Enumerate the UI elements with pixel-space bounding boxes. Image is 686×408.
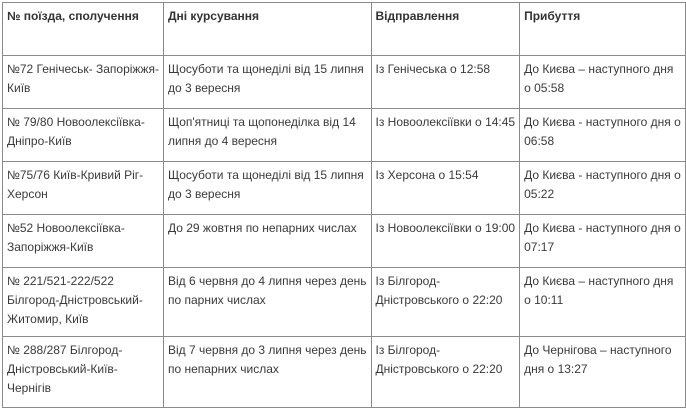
header-train: № поїзда, сполучення <box>3 3 164 56</box>
arrival-cell: До Києва - наступного дня о 05:22 <box>520 162 686 215</box>
header-departure: Відправлення <box>371 3 520 56</box>
arrival-cell: До Києва – наступного дня о 10:11 <box>520 268 686 337</box>
departure-cell: Із Новоолексіївки о 14:45 <box>371 109 520 162</box>
arrival-cell: До Києва - наступного дня о 07:17 <box>520 215 686 268</box>
schedule-table-container <box>2 2 686 408</box>
days-cell: Від 6 червня до 4 липня через день по парних числах <box>163 268 371 337</box>
days-cell: Щосуботи та щонеділі від 15 липня до 3 вересня <box>163 56 371 109</box>
table-row <box>3 337 686 408</box>
train-cell: №52 Новоолексіївка- Запоріжжя-Київ <box>3 215 164 268</box>
table-row <box>3 109 686 162</box>
arrival-cell: До Чернігова – наступного дня о 13:27 <box>520 337 686 408</box>
table-row <box>3 215 686 268</box>
departure-cell: Із Херсона о 15:54 <box>371 162 520 215</box>
header-days: Дні курсування <box>163 3 371 56</box>
table-row <box>3 56 686 109</box>
header-row <box>3 3 686 56</box>
departure-cell: Із Білгород- Дністровського о 22:20 <box>371 268 520 337</box>
days-cell: Щосуботи та щонеділі від 15 липня до 3 вересня <box>163 162 371 215</box>
train-cell: №72 Генічеськ- Запоріжжя- Київ <box>3 56 164 109</box>
days-cell: Від 7 червня до 3 липня через день по непарних числах <box>163 337 371 408</box>
train-schedule-table <box>2 2 686 408</box>
days-cell: Щоп'ятниці та щопонеділка від 14 липня до 4 вересня <box>163 109 371 162</box>
header-arrival: Прибуття <box>520 3 686 56</box>
departure-cell: Із Новоолексіївки о 19:00 <box>371 215 520 268</box>
departure-cell: Із Білгород- Дністровського о 22:20 <box>371 337 520 408</box>
arrival-cell: До Києва – наступного дня о 05:58 <box>520 56 686 109</box>
table-row <box>3 162 686 215</box>
departure-cell: Із Генічеська о 12:58 <box>371 56 520 109</box>
arrival-cell: До Києва - наступного дня о 06:58 <box>520 109 686 162</box>
table-row <box>3 268 686 337</box>
train-cell: № 221/521-222/522 Білгород-Дністровський- Житомир, Київ <box>3 268 164 337</box>
train-cell: № 288/287 Білгород- Дністровський-Київ- Чернігів <box>3 337 164 408</box>
train-cell: №75/76 Київ-Кривий Ріг- Херсон <box>3 162 164 215</box>
days-cell: До 29 жовтня по непарних числах <box>163 215 371 268</box>
train-cell: № 79/80 Новоолексіївка- Дніпро-Київ <box>3 109 164 162</box>
